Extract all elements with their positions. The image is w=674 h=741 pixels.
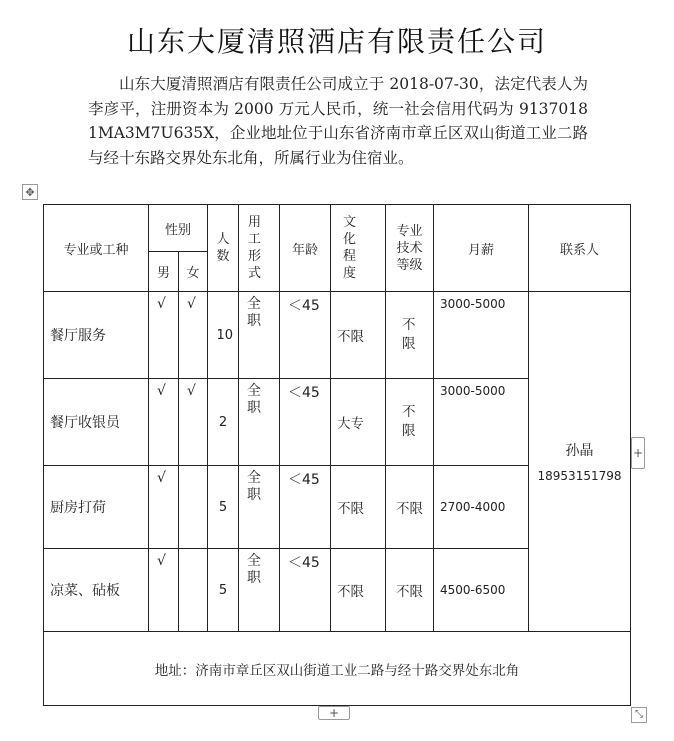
document-title: 山东大厦清照酒店有限责任公司 <box>126 25 547 58</box>
header-education <box>331 205 386 292</box>
row-skill <box>386 379 434 466</box>
header-type-text: 用工形式 <box>248 215 262 281</box>
row-female-check: √ <box>179 379 208 466</box>
row-skill-text: 不限 <box>402 404 416 439</box>
row-job: 餐厅收银员 <box>44 379 149 466</box>
row-female-check <box>179 549 208 632</box>
row-job: 厨房打荷 <box>44 466 149 549</box>
row-education: 不限 <box>331 292 386 379</box>
table-row <box>44 292 631 379</box>
job-table <box>43 204 631 706</box>
header-gender: 性别 <box>149 205 208 252</box>
row-education: 不限 <box>331 466 386 549</box>
row-type-text: 全职 <box>247 470 262 503</box>
contact-phone: 18953151798 <box>537 469 622 483</box>
row-female-check: √ <box>179 292 208 379</box>
add-row-button[interactable]: + <box>318 706 350 720</box>
contact-cell <box>529 292 631 632</box>
row-skill: 不限 <box>386 466 434 549</box>
header-job: 专业或工种 <box>44 205 149 292</box>
company-intro <box>88 72 588 170</box>
header-female: 女 <box>179 252 208 292</box>
row-age: ＜45 <box>280 379 331 466</box>
row-count: 5 <box>208 549 239 632</box>
row-salary: 2700-4000 <box>434 466 529 549</box>
row-male-check: √ <box>149 379 179 466</box>
header-age: 年龄 <box>280 205 331 292</box>
contact-name: 孙晶 <box>565 443 594 459</box>
header-male: 男 <box>149 252 179 292</box>
table-move-handle-icon[interactable]: ✥ <box>22 184 38 200</box>
header-skill <box>386 205 434 292</box>
header-skill-text: 专业技术等级 <box>396 223 423 273</box>
row-job: 餐厅服务 <box>44 292 149 379</box>
address-cell: 地址：济南市章丘区双山街道工业二路与经十路交界处东北角 <box>44 632 631 706</box>
row-type <box>239 379 280 466</box>
header-salary: 月薪 <box>434 205 529 292</box>
address-row <box>44 632 631 706</box>
add-column-button[interactable]: + <box>631 437 645 469</box>
row-type <box>239 292 280 379</box>
row-type <box>239 549 280 632</box>
header-count-text: 人数 <box>216 232 230 264</box>
row-age: ＜45 <box>280 292 331 379</box>
company-intro-text: 山东大厦清照酒店有限责任公司成立于 2018-07-30，法定代表人为李彦平，注册资本为 2000 万元人民币，统一社会信用代码为 91370181MA3M7U635X，企业地址位于山东省济南市章丘区双山街道工业二路与经十东路交界处东北角，所属行业为住宿业。 <box>88 75 588 167</box>
row-job: 凉菜、砧板 <box>44 549 149 632</box>
row-age: ＜45 <box>280 549 331 632</box>
row-male-check: √ <box>149 549 179 632</box>
row-type <box>239 466 280 549</box>
header-type <box>239 205 280 292</box>
row-count <box>208 292 239 379</box>
row-count: 5 <box>208 466 239 549</box>
row-education: 大专 <box>331 379 386 466</box>
row-male-check: √ <box>149 292 179 379</box>
row-salary: 4500-6500 <box>434 549 529 632</box>
row-type-text: 全职 <box>247 296 262 329</box>
row-education: 不限 <box>331 549 386 632</box>
row-male-check: √ <box>149 466 179 549</box>
row-type-text: 全职 <box>247 553 262 586</box>
header-education-text: 文化程度 <box>343 215 357 281</box>
row-type-text: 全职 <box>247 383 262 416</box>
row-salary: 3000-5000 <box>434 292 529 379</box>
table-resize-handle-icon[interactable]: ⤡ <box>631 707 647 723</box>
header-row <box>44 205 631 252</box>
row-skill <box>386 292 434 379</box>
header-count <box>208 205 239 292</box>
row-skill: 不限 <box>386 549 434 632</box>
row-age: ＜45 <box>280 466 331 549</box>
row-female-check <box>179 466 208 549</box>
row-count-text: 10 <box>216 327 234 343</box>
row-count: 2 <box>208 379 239 466</box>
row-skill-text: 不限 <box>402 317 416 352</box>
row-salary: 3000-5000 <box>434 379 529 466</box>
header-contact: 联系人 <box>529 205 631 292</box>
